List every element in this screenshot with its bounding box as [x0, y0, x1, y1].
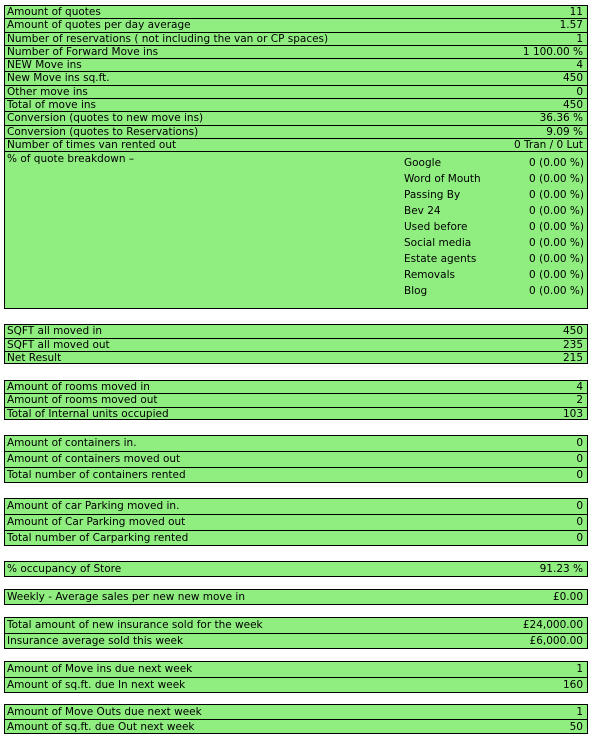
row-value: 2	[576, 394, 583, 407]
row-value: 9.09 %	[546, 125, 583, 138]
row-label: Number of reservations ( not including the van or CP spaces)	[7, 32, 329, 45]
table-row	[4, 85, 588, 98]
row-label: Amount of quotes	[7, 6, 101, 18]
row-label: Other move ins	[7, 85, 88, 98]
row-label: Insurance average sold this week	[7, 635, 184, 648]
list-item	[402, 251, 586, 267]
row-value: 4	[576, 59, 583, 72]
table-row	[4, 633, 588, 649]
weekly-average-row	[4, 589, 588, 605]
row-value: 0	[576, 516, 583, 529]
occupancy-row	[4, 561, 588, 577]
row-value: 1.57	[559, 19, 583, 32]
row-value: 0	[576, 500, 583, 513]
table-row	[4, 514, 588, 530]
row-label: Amount of Car Parking moved out	[7, 516, 186, 529]
row-label: Number of Forward Move ins	[7, 45, 159, 58]
table-row	[4, 719, 588, 734]
source-name: Removals	[404, 269, 455, 282]
source-count: 0	[529, 173, 536, 186]
source-percent: (0.00 %)	[539, 285, 584, 298]
row-value: 215	[562, 351, 583, 364]
row-value: 103	[562, 407, 583, 420]
table-row	[4, 351, 588, 364]
source-percent: (0.00 %)	[539, 157, 584, 170]
move-outs-next-week-section	[4, 704, 588, 734]
row-label: Amount of Move Outs due next week	[7, 706, 202, 719]
source-count: 0	[529, 285, 536, 298]
table-row	[4, 380, 588, 393]
row-value: 50	[569, 721, 583, 734]
report-sheet	[4, 5, 588, 734]
row-value: 450	[562, 99, 583, 112]
row-value: £24,000.00	[522, 619, 583, 632]
spacer	[4, 649, 588, 661]
table-row	[4, 530, 588, 546]
move-ins-next-week-section	[4, 661, 588, 693]
table-row	[4, 407, 588, 420]
row-value: £0.00	[552, 591, 583, 604]
row-label: SQFT all moved in	[7, 325, 103, 338]
row-label: Amount of quotes per day average	[7, 19, 191, 32]
spacer	[4, 546, 588, 561]
row-label: Number of times van rented out	[7, 138, 177, 151]
table-row	[4, 5, 588, 18]
spacer	[4, 693, 588, 704]
insurance-section	[4, 617, 588, 649]
row-value: 450	[562, 325, 583, 338]
source-name: Word of Mouth	[404, 173, 481, 186]
car-parking-section	[4, 498, 588, 546]
source-name: Bev 24	[404, 205, 441, 218]
row-label: SQFT all moved out	[7, 338, 110, 351]
row-value: 160	[562, 679, 583, 692]
table-row	[4, 111, 588, 124]
source-percent: (0.00 %)	[539, 269, 584, 282]
row-label: Amount of Move ins due next week	[7, 663, 193, 676]
list-item	[402, 187, 586, 203]
row-label: Amount of sq.ft. due In next week	[7, 679, 186, 692]
table-row	[4, 32, 588, 45]
row-value: 450	[562, 72, 583, 85]
source-percent: (0.00 %)	[539, 173, 584, 186]
row-value: 36.36 %	[539, 112, 583, 125]
source-name: Passing By	[404, 189, 461, 202]
row-label: Conversion (quotes to new move ins)	[7, 112, 204, 125]
source-name: Google	[404, 157, 442, 170]
table-row	[4, 71, 588, 84]
row-label: Amount of rooms moved in	[7, 381, 150, 394]
table-row	[4, 467, 588, 483]
row-label: NEW Move ins	[7, 59, 82, 72]
row-value: 235	[562, 338, 583, 351]
table-row	[4, 98, 588, 111]
row-label: Total number of containers rented	[7, 469, 186, 482]
list-item	[402, 219, 586, 235]
sqft-section	[4, 324, 588, 364]
source-percent: (0.00 %)	[539, 253, 584, 266]
row-label: Total of Internal units occupied	[7, 407, 169, 420]
row-value: 1 100.00 %	[522, 45, 583, 58]
source-count: 0	[529, 269, 536, 282]
table-row	[4, 125, 588, 138]
row-value: 0	[576, 453, 583, 466]
source-name: Estate agents	[404, 253, 477, 266]
table-row	[4, 661, 588, 677]
top-section	[4, 5, 588, 151]
source-percent: (0.00 %)	[539, 237, 584, 250]
source-name: Social media	[404, 237, 472, 250]
list-item	[402, 171, 586, 187]
row-label: Amount of sq.ft. due Out next week	[7, 721, 195, 734]
spacer	[4, 309, 588, 324]
row-value: 1	[576, 663, 583, 676]
source-count: 0	[529, 205, 536, 218]
spacer	[4, 483, 588, 498]
row-label: Amount of car Parking moved in.	[7, 500, 180, 513]
source-percent: (0.00 %)	[539, 189, 584, 202]
table-row	[4, 138, 588, 151]
row-label: Amount of containers moved out	[7, 453, 181, 466]
row-label: Net Result	[7, 351, 62, 364]
source-count: 0	[529, 157, 536, 170]
quote-breakdown	[4, 151, 588, 309]
source-count: 0	[529, 237, 536, 250]
row-value: £6,000.00	[529, 635, 583, 648]
list-item	[402, 155, 586, 171]
table-row	[4, 498, 588, 514]
row-label: Amount of rooms moved out	[7, 394, 158, 407]
rooms-section	[4, 380, 588, 420]
table-row	[4, 58, 588, 71]
source-percent: (0.00 %)	[539, 205, 584, 218]
table-row	[4, 338, 588, 351]
list-item	[402, 267, 586, 283]
source-percent: (0.00 %)	[539, 221, 584, 234]
row-label: New Move ins sq.ft.	[7, 72, 110, 85]
table-row	[4, 45, 588, 58]
row-value: 4	[576, 381, 583, 394]
spacer	[4, 420, 588, 435]
source-name: Used before	[404, 221, 468, 234]
list-item	[402, 203, 586, 219]
row-value: 91.23 %	[539, 563, 583, 576]
row-value: 0 Tran / 0 Lut	[514, 138, 583, 151]
containers-section	[4, 435, 588, 483]
source-count: 0	[529, 221, 536, 234]
source-name: Blog	[404, 285, 428, 298]
spacer	[4, 364, 588, 380]
row-value: 0	[576, 437, 583, 450]
row-label: Conversion (quotes to Reservations)	[7, 125, 199, 138]
source-count: 0	[529, 253, 536, 266]
row-value: 1	[576, 706, 583, 719]
source-count: 0	[529, 189, 536, 202]
table-row	[4, 451, 588, 467]
list-item	[402, 235, 586, 251]
row-label: Total amount of new insurance sold for the week	[7, 619, 263, 632]
row-label: Total number of Carparking rented	[7, 532, 189, 545]
spacer	[4, 577, 588, 589]
table-row	[4, 393, 588, 406]
table-row	[4, 18, 588, 31]
table-row	[4, 704, 588, 719]
row-value: 11	[569, 6, 583, 18]
spacer	[4, 605, 588, 617]
row-label: Weekly - Average sales per new new move in	[7, 591, 246, 604]
table-row	[4, 677, 588, 693]
row-value: 0	[576, 532, 583, 545]
table-row	[4, 617, 588, 633]
row-label: % occupancy of Store	[7, 563, 122, 576]
breakdown-title: % of quote breakdown –	[7, 153, 135, 166]
row-value: 0	[576, 469, 583, 482]
list-item	[402, 283, 586, 299]
breakdown-list	[402, 155, 586, 299]
row-value: 0	[576, 85, 583, 98]
table-row	[4, 435, 588, 451]
table-row	[4, 324, 588, 337]
row-value: 1	[576, 32, 583, 45]
row-label: Amount of containers in.	[7, 437, 137, 450]
row-label: Total of move ins	[7, 99, 97, 112]
